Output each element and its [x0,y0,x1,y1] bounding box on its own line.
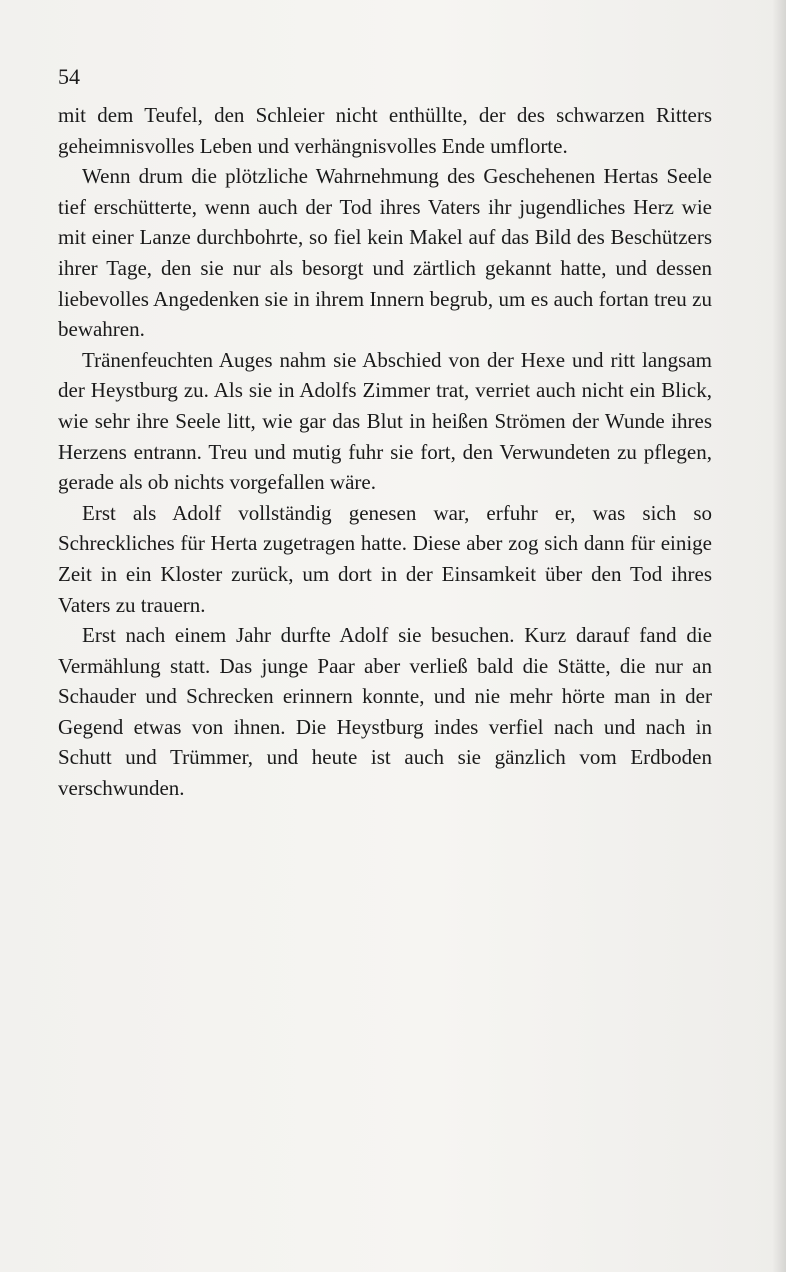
page-edge-shadow [772,0,786,1272]
paragraph-2: Wenn drum die plötzliche Wahrnehmung des Geschehenen Hertas Seele tief erschütterte, wenn auch der Tod ihres Vaters ihr jugendliches Herz wie mit einer Lanze durchbohrte, so fiel kein Makel auf das Bild des Beschützers ihrer Tage, den sie nur als besorgt und zärtlich gekannt hatte, und dessen liebevolles Angedenken sie in ihrem Innern begrub, um es auch fortan treu zu bewahren. [58,164,712,342]
paragraph-1: mit dem Teufel, den Schleier nicht enthüllte, der des schwarzen Ritters geheimnisvolles Leben und verhängnisvolles Ende umflorte. [58,103,712,158]
paragraph-4: Erst als Adolf vollständig genesen war, erfuhr er, was sich so Schreckliches für Herta zugetragen hatte. Diese aber zog sich dann für einige Zeit in ein Kloster zurück, um dort in der Einsamkeit über den Tod ihres Vaters zu trauern. [58,500,712,617]
body-text [58,100,712,804]
paragraph-3: Tränenfeuchten Auges nahm sie Abschied von der Hexe und ritt langsam der Heystburg zu. Als sie in Adolfs Zimmer trat, verriet auch nicht ein Blick, wie sehr ihre Seele litt, wie gar das Blut in heißen Strömen der Wunde ihres Herzens entrann. Treu und mutig fuhr sie fort, den Verwundeten zu pflegen, gerade als ob nichts vorgefallen wäre. [58,347,712,495]
paragraph-5: Erst nach einem Jahr durfte Adolf sie besuchen. Kurz darauf fand die Vermählung statt. Das junge Paar aber verließ bald die Stätte, die nur an Schauder und Schrecken erinnern konnte, und nie mehr hörte man in der Gegend etwas von ihnen. Die Heystburg indes verfiel nach und nach in Schutt und Trümmer, und heute ist auch sie gänzlich vom Erdboden verschwunden. [58,623,712,801]
page-number: 54 [58,64,80,89]
